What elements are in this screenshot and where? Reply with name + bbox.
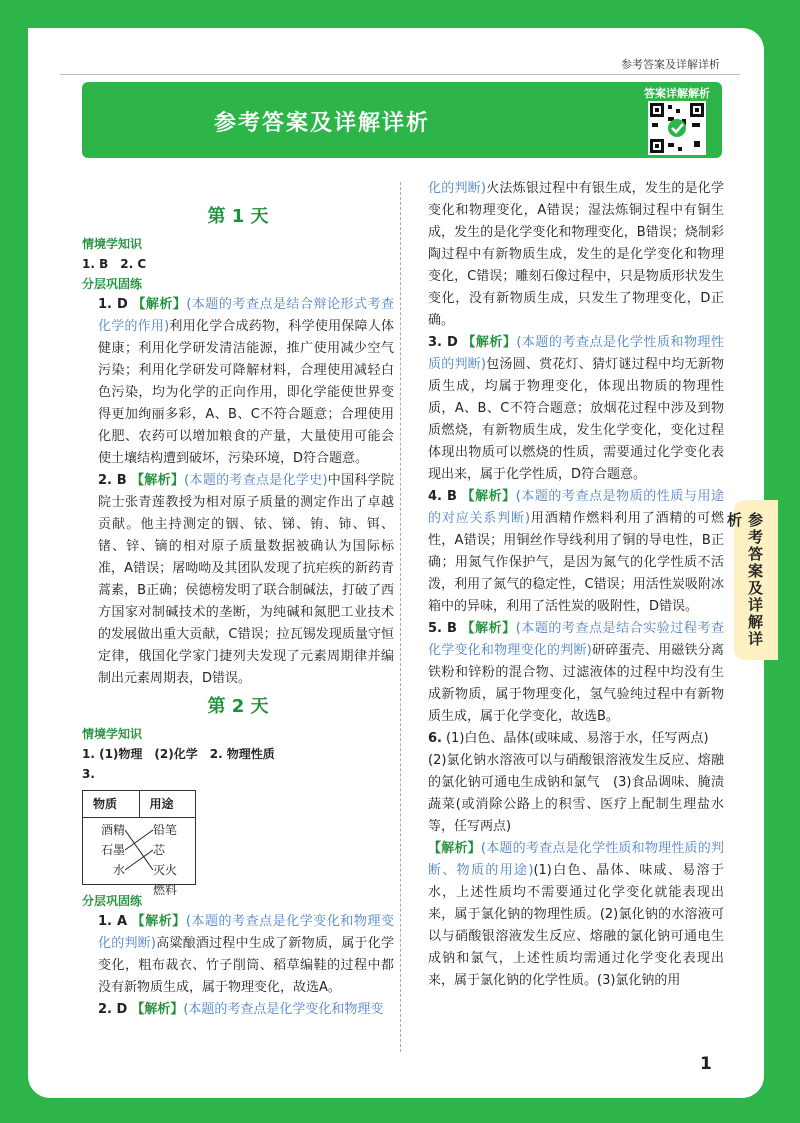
explanation-text: 中国科学院院士张青莲教授为相对原子质量的测定作出了卓越贡献。他主持测定的铟、铱、锑、铕、铈、铒、锗、锌、镝的相对原子质量数据被确认为国际标准，A错误；屠呦呦及其团队发现了抗疟疾的新药青蒿素，B正确；侯德榜发明了联合制碱法，打破了西方国家对制碱技术的垄断，为纯碱和氮肥工业技术的发展做出重大贡献，C错误；拉瓦锡发现质量守恒定律，俄国化学家门捷列夫发现了元素周期律并编制出元素周期表，D错误。 (98, 473, 394, 686)
page-title: 参考答案及详解详析 (213, 111, 430, 136)
analysis-tag: 【解析】 (428, 841, 481, 856)
topic-note: (本题的考查点是化学性质和物理性质的判断、物质的用途) (428, 841, 724, 878)
day2-q2-continued (412, 178, 724, 332)
day1-section-situational: 情境学知识 (82, 237, 143, 251)
explanation-text: 高粱酿酒过程中生成了新物质，属于化学变化，粗布裁衣、竹子削筒、稻草编鞋的过程中都没有新物质生成，属于物理变化，故选A。 (98, 936, 394, 995)
day2-q6-analysis (412, 838, 724, 992)
title-banner (82, 82, 722, 158)
day2-title: 第 2 天 (207, 696, 269, 717)
substance-item: 水 (112, 863, 125, 877)
qr-code-icon[interactable] (648, 101, 706, 155)
day2-q1 (82, 911, 394, 999)
explanation-text: 包汤圆、赏花灯、猜灯谜过程中均无新物质生成，均属于物理变化，体现出物质的物理性质，A、B、C不符合题意；放烟花过程中涉及到物质燃烧，有新物质生成，发生化学变化，变化过程体现出物质可以燃烧的性质，需要通过化学变化表现出来，属于化学性质，D符合题意。 (428, 357, 724, 482)
day2-q4 (412, 486, 724, 618)
explanation-text: 研碎蛋壳、用磁铁分离铁粉和锌粉的混合物、过滤液体的过程中均没有生成新物质，属于物理变化，氢气验纯过程中有新物质生成，属于化学变化，故选B。 (428, 643, 724, 724)
matching-cell (83, 818, 196, 897)
day2-q3-label: 3. (82, 767, 95, 781)
right-column (412, 178, 724, 992)
explanation-text: 用酒精作燃料利用了酒精的可燃性，A错误；用铜丝作导线利用了铜的导电性，B正确；用氮气作保护气，是因为氮气的化学性质不活泼，利用了氮气的稳定性，C错误；用活性炭吸附冰箱中的异味，利用了活性炭的吸附性，D错误。 (428, 511, 724, 614)
day2-section-practice: 分层巩固练 (82, 894, 143, 908)
use-item: 燃料 (153, 883, 178, 897)
topic-note: 化的判断) (428, 181, 486, 196)
column-divider (400, 182, 401, 1052)
analysis-tag: 【解析】 (131, 914, 186, 929)
day1-q1 (82, 294, 394, 470)
use-item: 灭火 (153, 863, 178, 877)
day2-q3 (412, 332, 724, 486)
topic-note: (本题的考查点是结合实验过程考查化学变化和物理变化的判断) (428, 621, 724, 658)
analysis-tag: 【解析】 (460, 489, 516, 504)
topic-note: (本题的考查点是化学变化和物理变化的判断) (98, 914, 394, 951)
analysis-tag: 【解析】 (460, 621, 516, 636)
analysis-tag: 【解析】 (131, 297, 187, 312)
day2-section-situational: 情境学知识 (82, 727, 143, 741)
analysis-tag: 【解析】 (461, 335, 517, 350)
q-number: 1. D (98, 297, 128, 312)
q-number: 2. B (98, 473, 127, 488)
side-tab (725, 500, 778, 660)
explanation-text: (1)白色、晶体、味咸、易溶于水，上述性质均不需要通过化学变化就能表现出来，属于氯化钠的物理性质。(2)氯化钠的水溶液可以与硝酸银溶液发生反应、熔融的氯化钠可通电生成钠和氯气，上述性质均需通过化学变化表现出来，属于氯化钠的化学性质。(3)氯化钠的用 (428, 863, 724, 988)
day2-q6 (412, 728, 724, 750)
explanation-text: 利用化学合成药物，科学使用保障人体健康；利用化学研发清洁能源，推广使用减少空气污染；利用化学研发可降解材料，合理使用减轻白色污染，均为化学的正向作用，即化学能使世界变得更加绚丽多彩，A、B、C不符合题意；合理使用化肥、农药可以增加粮食的产量，大量使用可能会使土壤结构遭到破坏，污染环境，D符合题意。 (98, 319, 394, 466)
day1-section-practice: 分层巩固练 (82, 277, 143, 291)
topic-note: (本题的考查点是化学变化和物理变 (183, 1002, 384, 1017)
table-header-substance: 物质 (83, 791, 140, 818)
substance-item: 酒精 (100, 823, 125, 837)
day2-q6-part2: (2)氯化钠水溶液可以与硝酸银溶液发生反应、熔融的氯化钠可通电生成钠和氯气 (3)食品调味、腌渍蔬菜(或消除公路上的积雪、医疗上配制生理盐水等，任写两点) (428, 753, 724, 834)
day2-q2 (82, 999, 394, 1021)
answer-part-1: (1)白色、晶体(或味咸、易溶于水，任写两点) (445, 731, 709, 746)
day1-answers: 1. B 2. C (82, 257, 147, 271)
table-header-use: 用途 (139, 791, 196, 818)
header-rule (60, 74, 740, 75)
q-number: 4. B (428, 489, 457, 504)
explanation-text: 火法炼银过程中有银生成，发生的是化学变化和物理变化，A错误；湿法炼铜过程中有铜生成，发生的是化学变化和物理变化，B错误；烧制彩陶过程中有新物质生成，发生的是化学变化和物理变化，C错误；雕刻石像过程中，只是物质形状发生变化，没有新物质生成，只发生了物理变化，D正确。 (428, 181, 724, 328)
q-number: 5. B (428, 621, 457, 636)
matching-table (82, 790, 196, 897)
analysis-tag: 【解析】 (131, 1002, 184, 1017)
qr-label: 答案详解解析 (644, 87, 710, 100)
substance-item: 石墨 (100, 843, 125, 857)
q-number: 1. A (98, 914, 128, 929)
side-tab-label: 参考答案及详解详析 (725, 512, 764, 648)
topic-note: (本题的考查点是化学史) (184, 473, 328, 488)
matching-lines (125, 820, 153, 882)
topic-note: (本题的考查点是结合辩论形式考查化学的作用) (98, 297, 394, 334)
topic-note: (本题的考查点是化学性质和物理性质的判断) (428, 335, 724, 372)
day1-q2 (82, 470, 394, 690)
qr-code-block[interactable] (640, 88, 714, 156)
q-number: 6. (428, 731, 442, 746)
day2-answers: 1. (1)物理 (2)化学 2. 物理性质 (82, 747, 275, 761)
left-column (82, 182, 394, 1021)
use-item: 铅笔芯 (153, 823, 178, 857)
analysis-tag: 【解析】 (130, 473, 185, 488)
running-head: 参考答案及详解详析 (621, 58, 720, 71)
day2-q5 (412, 618, 724, 728)
page-number: 1 (700, 1054, 712, 1074)
day1-title: 第 1 天 (207, 206, 269, 227)
q-number: 3. D (428, 335, 458, 350)
topic-note: (本题的考查点是物质的性质与用途的对应关系判断) (428, 489, 724, 526)
q-number: 2. D (98, 1002, 128, 1017)
